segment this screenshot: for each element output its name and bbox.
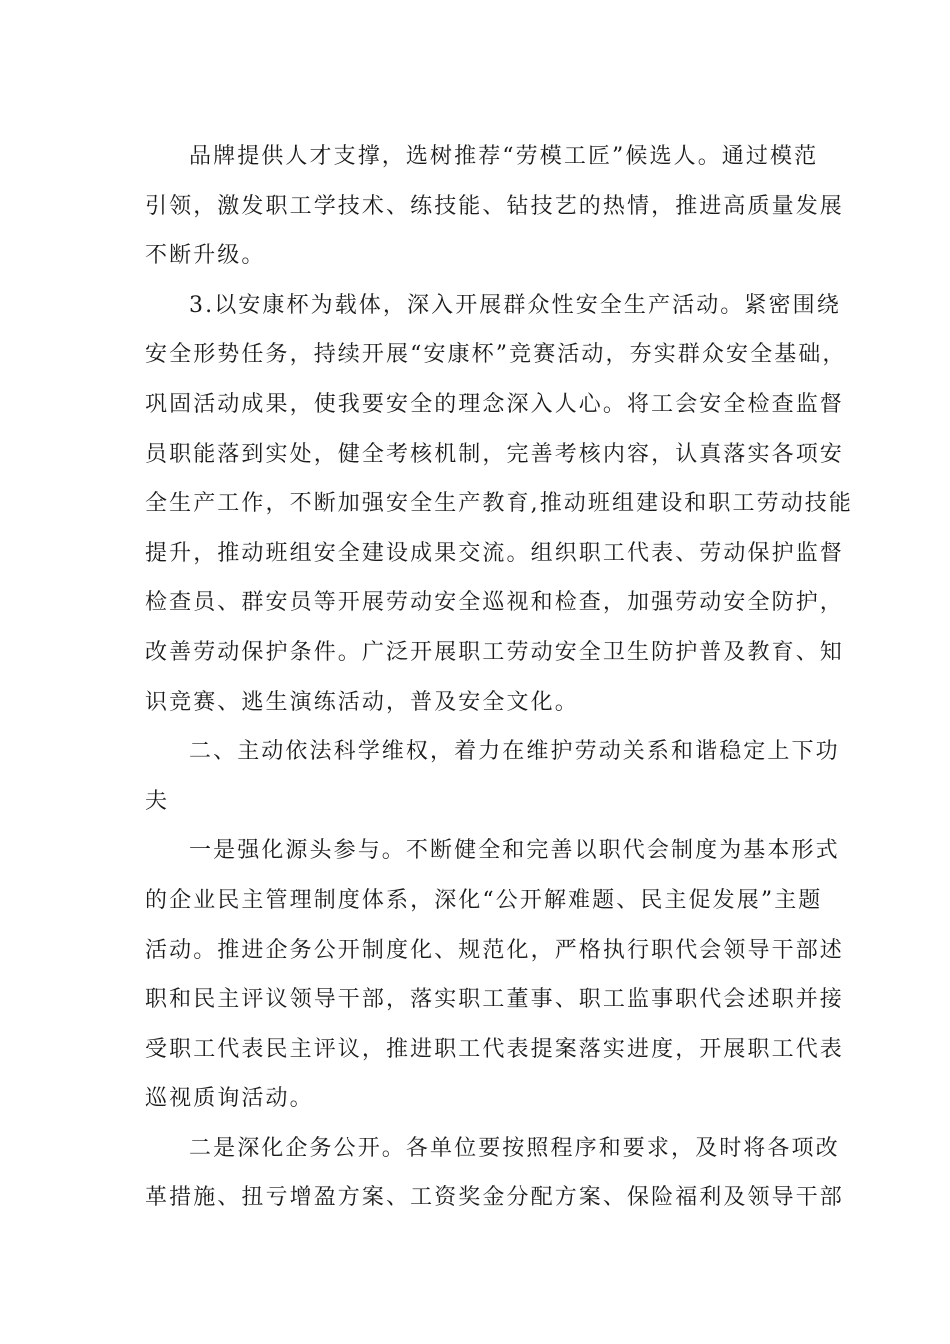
text-line: 安全形势任务，持续开展“安康杯”竞赛活动，夯实群众安全基础， xyxy=(145,342,847,368)
text-line: 引领，激发职工学技术、练技能、钻技艺的热情，推进高质量发展 xyxy=(145,193,844,219)
text-line: 巡视质询活动。 xyxy=(145,1086,314,1112)
text-line: 夫 xyxy=(145,788,170,814)
text-line: 一是强化源头参与。不断健全和完善以职代会制度为基本形式 xyxy=(189,838,840,864)
text-line: 二、主动依法科学维权，着力在维护劳动关系和谐稳定上下功 xyxy=(189,739,840,765)
paragraph-affairs-disclosure xyxy=(145,1124,844,1223)
paragraph-talent-support xyxy=(145,132,844,281)
section-heading-rights xyxy=(145,727,840,826)
text-line: 革措施、扭亏增盈方案、工资奖金分配方案、保险福利及领导干部 xyxy=(145,1185,844,1211)
document-body xyxy=(145,132,853,1223)
text-line: 3.以安康杯为载体，深入开展群众性安全生产活动。紧密围绕 xyxy=(189,292,841,318)
text-line: 检查员、群安员等开展劳动安全巡视和检查，加强劳动安全防护， xyxy=(145,590,844,616)
text-line: 的企业民主管理制度体系，深化“公开解难题、民主促发展”主题 xyxy=(145,887,823,913)
text-line: 员职能落到实处，健全考核机制，完善考核内容，认真落实各项安 xyxy=(145,441,844,467)
text-line: 品牌提供人才支撑，选树推荐“劳模工匠”候选人。通过模范 xyxy=(189,144,819,169)
text-line: 二是深化企务公开。各单位要按照程序和要求，及时将各项改 xyxy=(189,1135,840,1161)
text-line: 职和民主评议领导干部，落实职工董事、职工监事职代会述职并接 xyxy=(145,987,844,1013)
text-line: 提升，推动班组安全建设成果交流。组织职工代表、劳动保护监督 xyxy=(145,540,844,566)
text-line: 不断升级。 xyxy=(145,243,266,269)
text-line: 全生产工作，不断加强安全生产教育,推动班组建设和职工劳动技能 xyxy=(145,491,853,517)
text-line: 受职工代表民主评议，推进职工代表提案落实进度，开展职工代表 xyxy=(145,1036,844,1062)
paragraph-ankang-cup xyxy=(145,281,853,727)
text-line: 巩固活动成果，使我要安全的理念深入人心。将工会安全检查监督 xyxy=(145,391,844,417)
paragraph-source-participation xyxy=(145,826,844,1124)
text-line: 改善劳动保护条件。广泛开展职工劳动安全卫生防护普及教育、知 xyxy=(145,639,844,665)
text-line: 活动。推进企务公开制度化、规范化，严格执行职代会领导干部述 xyxy=(145,937,844,963)
text-line: 识竞赛、逃生演练活动，普及安全文化。 xyxy=(145,689,579,715)
